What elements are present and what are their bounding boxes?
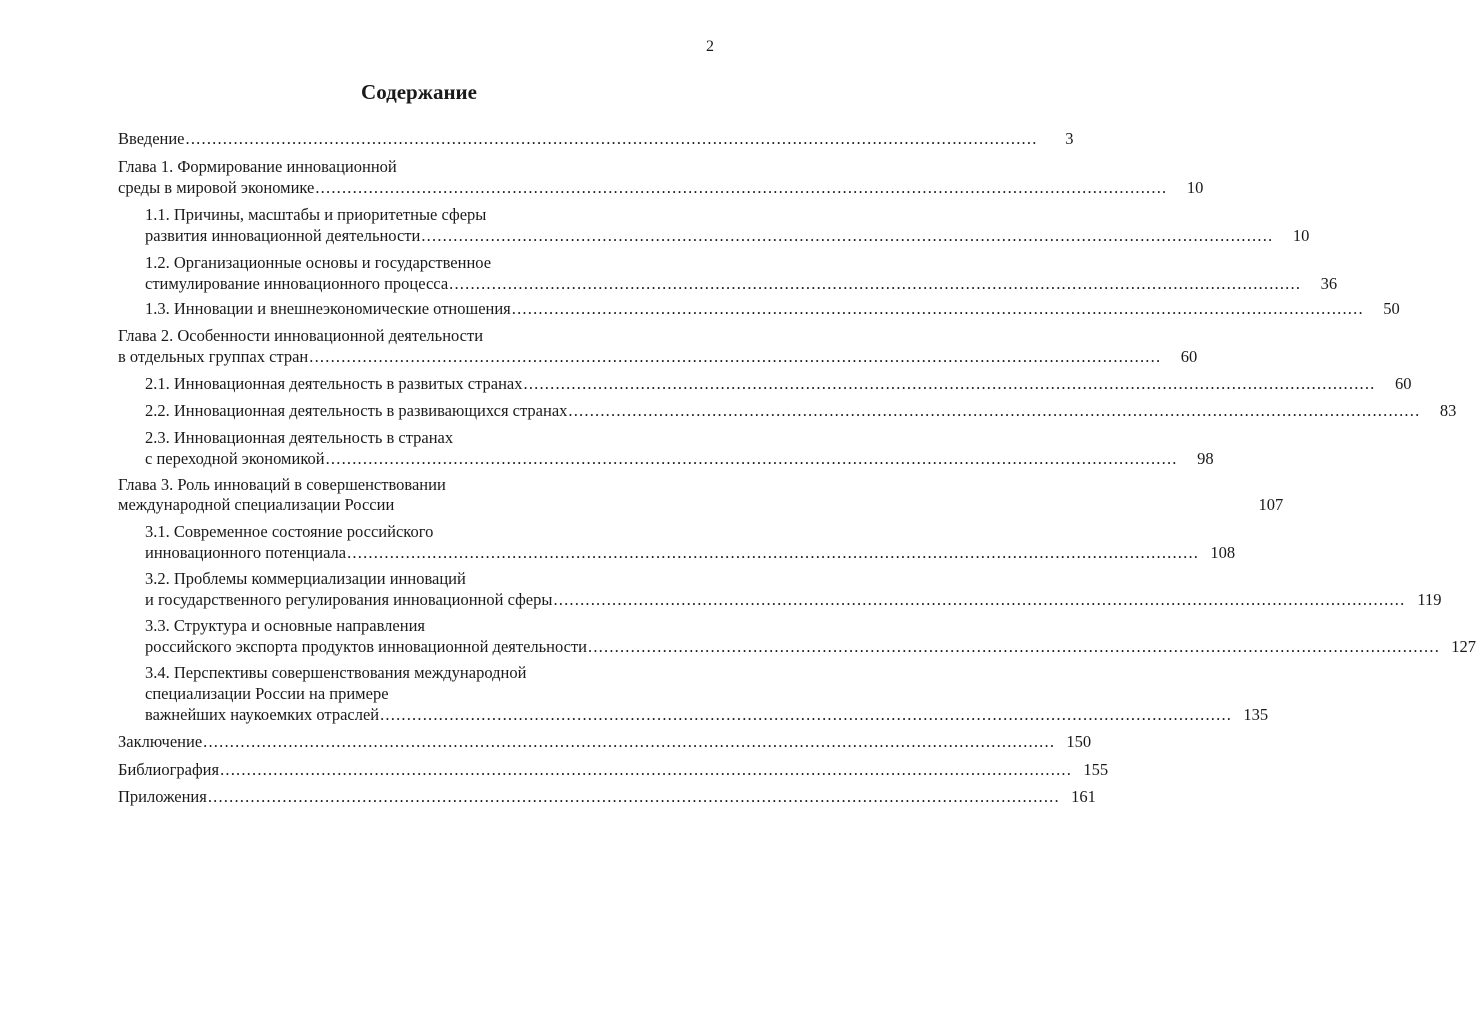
leader-dots: ................................................................................................................................................................ — [220, 760, 1073, 779]
leader-dots: ................................................................................................................................................................ — [523, 374, 1376, 393]
leader-dots: ................................................................................................................................................................ — [203, 732, 1056, 751]
toc-page-number: 36 — [1320, 274, 1338, 293]
toc-chapter-3-line1: Глава 3. Роль инноваций в совершенствовании — [118, 475, 446, 494]
toc-page-number: 150 — [1066, 732, 1092, 751]
toc-entry-text: российского экспорта продуктов инновационной деятельности — [145, 637, 588, 656]
toc-page-number: 161 — [1071, 787, 1096, 806]
toc-page-number: 10 — [1292, 226, 1310, 245]
toc-entry-text: важнейших наукоемких отраслей — [145, 705, 380, 724]
toc-section-3-3-line1: 3.3. Структура и основные направления — [145, 616, 425, 635]
toc-chapter-2-line1: Глава 2. Особенности инновационной деятельности — [118, 326, 484, 345]
page-title: Содержание — [361, 80, 477, 104]
toc-chapter-2 — [118, 347, 1198, 367]
leader-dots: ................................................................................................................................................................ — [347, 543, 1200, 562]
toc-section-3-3 — [145, 637, 1476, 657]
toc-section-2-2 — [145, 401, 1457, 421]
toc-chapter-3 — [118, 495, 1284, 515]
toc-entry-text: развития инновационной деятельности — [145, 226, 421, 245]
toc-section-2-3 — [145, 449, 1214, 469]
leader-dots: ................................................................................................................................................................ — [511, 299, 1364, 318]
toc-section-3-1 — [145, 543, 1236, 563]
toc-section-1-2-line1: 1.2. Организационные основы и государственное — [145, 253, 492, 272]
leader-dots: ................................................................................................................................................................ — [315, 178, 1168, 197]
toc-section-2-3-line1: 2.3. Инновационная деятельность в странах — [145, 428, 454, 447]
toc-entry-text: в отдельных группах стран — [118, 347, 309, 366]
leader-dots: ................................................................................................................................................................ — [185, 129, 1038, 148]
toc-page-number: 119 — [1417, 590, 1442, 609]
toc-section-1-3 — [145, 299, 1400, 319]
toc-section-1-2 — [145, 274, 1338, 294]
toc-page-number: 10 — [1186, 178, 1204, 197]
leader-dots: ................................................................................................................................................................ — [568, 401, 1421, 420]
toc-page-number: 135 — [1243, 705, 1269, 724]
toc-page-number: 60 — [1180, 347, 1198, 366]
toc-entry-intro — [118, 129, 1074, 149]
toc-page-number: 83 — [1439, 401, 1457, 420]
page-number: 2 — [706, 38, 714, 55]
toc-section-3-2 — [145, 590, 1442, 610]
toc-section-1-1 — [145, 226, 1310, 246]
toc-page-number: 108 — [1210, 543, 1236, 562]
leader-dots: ................................................................................................................................................................ — [588, 637, 1441, 656]
toc-page-number: 60 — [1395, 374, 1412, 393]
toc-entry-text: инновационного потенциала — [145, 543, 347, 562]
toc-section-3-4-line2: специализации России на примере — [145, 684, 389, 703]
leader-dots: ................................................................................................................................................................ — [325, 449, 1178, 468]
toc-section-1-1-line1: 1.1. Причины, масштабы и приоритетные сферы — [145, 205, 487, 224]
toc-entry-text: и государственного регулирования инновационной сферы — [145, 590, 553, 609]
toc-entry-text: стимулирование инновационного процесса — [145, 274, 449, 293]
toc-section-2-1 — [145, 374, 1412, 394]
toc-chapter-1 — [118, 178, 1204, 198]
toc-entry-text: 2.1. Инновационная деятельность в развитых странах — [145, 374, 523, 393]
toc-entry-conclusion — [118, 732, 1092, 752]
toc-page-number: 98 — [1197, 449, 1214, 468]
toc-entry-text: 1.3. Инновации и внешнеэкономические отношения — [145, 299, 511, 318]
toc-section-3-2-line1: 3.2. Проблемы коммерциализации инноваций — [145, 569, 466, 588]
toc-entry-text: Приложения — [118, 787, 207, 806]
toc-page-number: 107 — [1258, 495, 1284, 514]
toc-entry-text: среды в мировой экономике — [118, 178, 315, 197]
toc-page-number: 3 — [1065, 129, 1074, 148]
toc-entry-text: Введение — [118, 129, 185, 148]
toc-entry-bibliography — [118, 760, 1109, 780]
leader-dots: ................................................................................................................................................................ — [449, 274, 1302, 293]
toc-entry-text: 2.2. Инновационная деятельность в развивающихся странах — [145, 401, 568, 420]
leader-dots — [395, 495, 1247, 515]
toc-section-3-1-line1: 3.1. Современное состояние российского — [145, 522, 434, 541]
toc-entry-text: Библиография — [118, 760, 220, 779]
toc-page-number: 155 — [1083, 760, 1109, 779]
leader-dots: ................................................................................................................................................................ — [553, 590, 1406, 609]
toc-section-3-4-line1: 3.4. Перспективы совершенствования международной — [145, 663, 527, 682]
leader-dots: ................................................................................................................................................................ — [309, 347, 1162, 366]
leader-dots: ................................................................................................................................................................ — [207, 787, 1060, 806]
leader-dots: ................................................................................................................................................................ — [421, 226, 1274, 245]
toc-chapter-1-line1: Глава 1. Формирование инновационной — [118, 157, 397, 176]
toc-entry-appendices — [118, 787, 1096, 807]
toc-entry-text: Заключение — [118, 732, 203, 751]
toc-entry-text: с переходной экономикой — [145, 449, 325, 468]
toc-page-number: 127 — [1451, 637, 1476, 656]
leader-dots: ................................................................................................................................................................ — [380, 705, 1233, 724]
toc-section-3-4 — [145, 705, 1269, 725]
toc-page-number: 50 — [1383, 299, 1400, 318]
toc-entry-text: международной специализации России — [118, 495, 395, 514]
